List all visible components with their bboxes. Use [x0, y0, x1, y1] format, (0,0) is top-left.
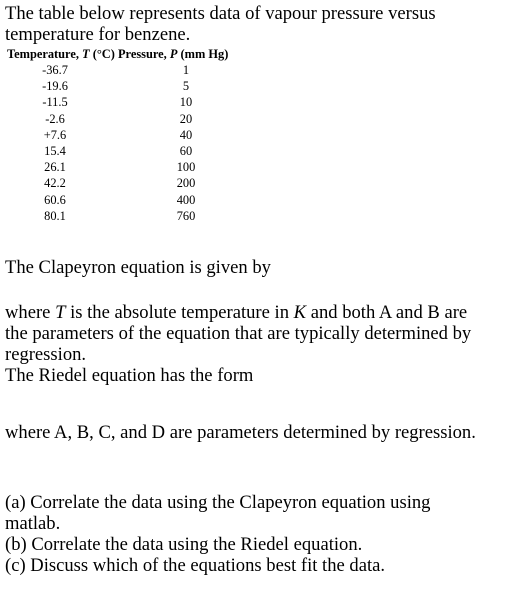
- temperature-cell: -11.5: [42, 95, 68, 110]
- question-c: (c) Discuss which of the equations best fit the data.: [5, 555, 386, 576]
- pressure-cell: 760: [176, 208, 196, 223]
- riedel-intro-line: The Riedel equation has the form: [5, 365, 254, 386]
- table-row: [7, 94, 228, 110]
- pressure-cell: 60: [179, 143, 193, 158]
- clapeyron-explanation: [5, 302, 471, 386]
- temperature-cell: -36.7: [42, 63, 68, 77]
- table-header: [7, 46, 228, 62]
- header-pressure: Pressure, P (mm Hg): [114, 47, 229, 61]
- temperature-cell: 60.6: [44, 192, 66, 207]
- clapeyron-paragraph: [5, 257, 271, 278]
- pressure-cell: 200: [176, 176, 196, 191]
- question-a-line-2: matlab.: [5, 513, 61, 534]
- temperature-cell: +7.6: [43, 127, 67, 142]
- intro-line-2: temperature for benzene.: [5, 24, 191, 45]
- table-row: [7, 208, 228, 224]
- table-row: [7, 143, 228, 159]
- explanation-line-3: regression.: [5, 344, 87, 365]
- table-body: [7, 62, 228, 224]
- intro-line-1: The table below represents data of vapour pressure versus: [5, 3, 436, 24]
- explanation-line-2: the parameters of the equation that are typically determined by: [5, 323, 472, 344]
- explanation-line-1: where T is the absolute temperature in K and both A and B are: [5, 302, 468, 323]
- pressure-cell: 10: [179, 95, 193, 110]
- pressure-cell: 100: [176, 160, 196, 175]
- table-row: [7, 175, 228, 191]
- temperature-cell: -19.6: [42, 79, 68, 94]
- temperature-cell: 26.1: [44, 160, 66, 175]
- riedel-explanation: [5, 422, 476, 443]
- temperature-cell: 80.1: [44, 208, 66, 223]
- pressure-cell: 40: [179, 127, 193, 142]
- vapour-pressure-table: [7, 46, 228, 224]
- pressure-cell: 1: [182, 63, 190, 77]
- table-row: [7, 192, 228, 208]
- temperature-cell: -2.6: [45, 111, 65, 126]
- question-a-line-1: (a) Correlate the data using the Clapeyron equation using: [5, 492, 431, 513]
- pressure-cell: 400: [176, 192, 196, 207]
- table-row: [7, 78, 228, 94]
- temperature-cell: 15.4: [44, 143, 66, 158]
- header-temperature: Temperature, T (°C): [7, 47, 115, 61]
- pressure-cell: 20: [179, 111, 193, 126]
- temperature-cell: 42.2: [44, 176, 66, 191]
- table-row: [7, 127, 228, 143]
- pressure-cell: 5: [182, 79, 190, 94]
- clapeyron-line: The Clapeyron equation is given by: [5, 257, 271, 278]
- intro-paragraph: [5, 3, 436, 45]
- table-row: [7, 159, 228, 175]
- table-row: [7, 111, 228, 127]
- questions: [5, 492, 430, 576]
- table-row: [7, 62, 228, 78]
- question-b: (b) Correlate the data using the Riedel equation.: [5, 534, 363, 555]
- riedel-explanation-line: where A, B, C, and D are parameters determined by regression.: [5, 422, 476, 443]
